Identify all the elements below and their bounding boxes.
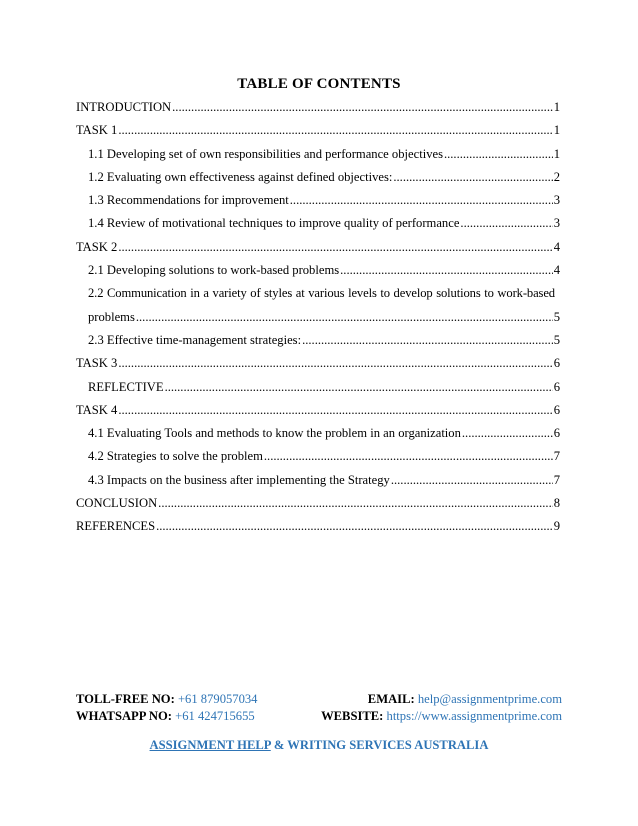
toc-entry-2-2-continued[interactable] [76, 310, 560, 333]
toc-page-number: 6 [553, 426, 560, 441]
email-label: EMAIL: [367, 692, 415, 706]
leader-dots [172, 100, 553, 115]
toc-entry-2-3[interactable] [76, 333, 560, 356]
leader-dots [340, 263, 553, 278]
toc-page-number: 7 [553, 449, 560, 464]
website-link[interactable]: https://www.assignmentprime.com [386, 709, 562, 723]
toc-entry-label: 1.2 Evaluating own effectiveness against defined objectives: [88, 169, 393, 184]
toc-entry-label: 2.2 Communication in a variety of styles at various levels to develop solutions to work-based [88, 286, 555, 301]
whatsapp-number[interactable]: +61 424715655 [175, 709, 255, 723]
toc-page-number: 7 [553, 472, 560, 487]
toc-entry-label: TASK 2 [76, 239, 118, 254]
leader-dots [165, 380, 553, 395]
toc-entry-2-1[interactable] [76, 263, 560, 286]
toc-entry-references[interactable] [76, 519, 560, 542]
toc-entry-label: 4.2 Strategies to solve the problem [88, 449, 263, 464]
page-title: TABLE OF CONTENTS [237, 76, 401, 92]
toc-entry-label: REFERENCES [76, 519, 156, 534]
website-label: WEBSITE: [321, 709, 384, 723]
toc-page-number: 6 [553, 402, 560, 417]
leader-dots [156, 519, 553, 534]
toc-entry-task-4[interactable] [76, 403, 560, 426]
toc-entry-4-3[interactable] [76, 473, 560, 496]
toc-page-number: 6 [553, 379, 560, 394]
toc-entry-label: 4.3 Impacts on the business after implementing the Strategy [88, 472, 390, 487]
leader-dots [118, 356, 552, 371]
email-line [368, 692, 562, 707]
toc-entry-4-1[interactable] [76, 426, 560, 449]
toc-entry-4-2[interactable] [76, 449, 560, 472]
toc-entry-label: REFLECTIVE [88, 379, 164, 394]
toc-page-number: 5 [553, 332, 560, 347]
toc-entry-label: problems [88, 309, 135, 324]
toc-entry-label: 4.1 Evaluating Tools and methods to know the problem in an organization [88, 426, 461, 441]
toc-page-number: 4 [553, 263, 560, 278]
toc-page-number: 2 [553, 169, 560, 184]
toc-page-number: 3 [553, 216, 560, 231]
toc-entry-label: 1.3 Recommendations for improvement [88, 193, 289, 208]
toc-entry-label: 2.3 Effective time-management strategies: [88, 332, 302, 347]
toc-entry-label: TASK 1 [76, 123, 118, 138]
tollfree-number[interactable]: +61 879057034 [177, 692, 258, 706]
tollfree-label: TOLL-FREE NO: [76, 692, 175, 706]
leader-dots [460, 216, 552, 231]
website-line [321, 709, 562, 724]
brand-link[interactable]: ASSIGNMENT HELP [149, 738, 271, 752]
leader-dots [158, 496, 553, 511]
brand-footer [0, 738, 638, 753]
toc-entry-task-3[interactable] [76, 356, 560, 379]
toc-entry-label: TASK 3 [76, 356, 118, 371]
leader-dots [118, 123, 552, 138]
whatsapp-label: WHATSAPP NO: [76, 709, 172, 723]
toc-entry-label: 2.1 Developing solutions to work-based problems [88, 263, 340, 278]
toc-entry-1-3[interactable] [76, 193, 560, 216]
leader-dots [264, 449, 553, 464]
leader-dots [290, 193, 553, 208]
toc-entry-1-2[interactable] [76, 170, 560, 193]
toc-page-number: 9 [553, 519, 560, 534]
toc-entry-conclusion[interactable] [76, 496, 560, 519]
leader-dots [302, 333, 553, 348]
toc-entry-label: TASK 4 [76, 402, 118, 417]
toc-page-number: 8 [553, 496, 560, 511]
toc-page-number: 4 [553, 239, 560, 254]
leader-dots [136, 310, 553, 325]
toc-page-number: 5 [553, 309, 560, 324]
leader-dots [444, 147, 553, 162]
toc-entry-label: INTRODUCTION [76, 100, 172, 114]
toc-entry-label: 1.4 Review of motivational techniques to improve quality of performance [88, 216, 460, 231]
toc-page-number: 1 [553, 146, 560, 161]
leader-dots [393, 170, 552, 185]
toc-page-number: 1 [553, 123, 560, 138]
brand-tagline: & WRITING SERVICES AUSTRALIA [270, 738, 489, 752]
toc-entry-1-4[interactable] [76, 216, 560, 239]
leader-dots [391, 473, 553, 488]
toc-entry-label: CONCLUSION [76, 496, 158, 511]
leader-dots [118, 240, 552, 255]
toc-entry-introduction[interactable] [76, 100, 560, 123]
toc-entry-task-1[interactable] [76, 123, 560, 146]
toc-entry-2-2[interactable] [76, 286, 560, 309]
toc-page-number: 6 [553, 356, 560, 371]
toc-entry-label: 1.1 Developing set of own responsibilities and performance objectives [88, 146, 443, 161]
leader-dots [118, 403, 552, 418]
toc-page-number: 1 [553, 100, 560, 114]
toc-entry-1-1[interactable] [76, 147, 560, 170]
toc-entry-task-2[interactable] [76, 240, 560, 263]
tollfree-line [76, 692, 257, 707]
email-link[interactable]: help@assignmentprime.com [417, 692, 562, 706]
whatsapp-line [76, 709, 255, 724]
toc-entry-reflective[interactable] [76, 380, 560, 403]
toc-page-number: 3 [553, 193, 560, 208]
table-of-contents [76, 100, 560, 543]
leader-dots [462, 426, 553, 441]
